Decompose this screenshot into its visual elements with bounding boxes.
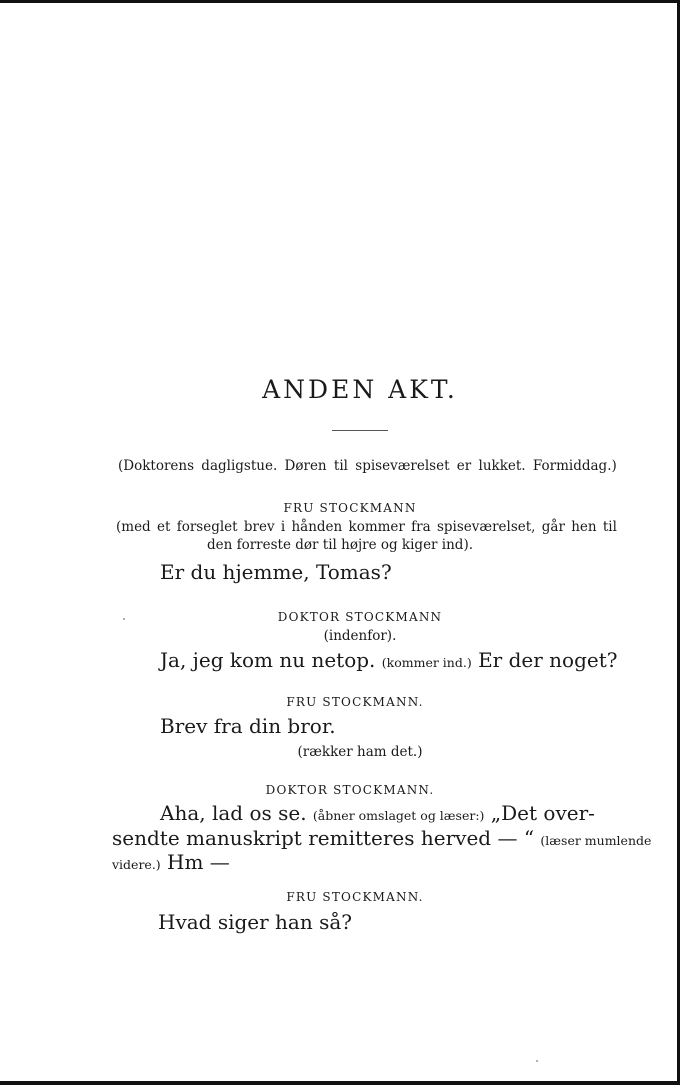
stage-direction: (indenfor). <box>323 628 397 644</box>
speech-text: sendte manuskript remitteres herved — “ <box>112 826 535 850</box>
inline-stage-direction: videre.) <box>112 857 161 872</box>
speech-line: Er du hjemme, Tomas? <box>160 560 392 584</box>
stage-direction: (med et forseglet brev i hånden kommer fra spiseværelset, går hen til <box>116 519 617 535</box>
speech-text: Er der noget? <box>478 648 618 672</box>
speaker-doktor-stockmann: DOKTOR STOCKMANN <box>277 610 443 624</box>
speech-line <box>112 850 230 874</box>
speech-line <box>112 826 651 850</box>
scan-speck <box>123 618 125 620</box>
speech-line <box>160 801 595 825</box>
speech-line <box>160 648 617 672</box>
speech-text: Aha, lad os se. <box>160 801 307 825</box>
opening-stage-direction: (Doktorens dagligstue. Døren til spiseværelset er lukket. Formiddag.) <box>118 458 617 474</box>
scan-speck <box>536 1060 538 1062</box>
speaker-doktor-stockmann: DOKTOR STOCKMANN. <box>265 783 435 797</box>
stage-direction: (rækker ham det.) <box>297 744 423 760</box>
inline-stage-direction: (læser mumlende <box>540 833 652 848</box>
speaker-fru-stockmann: FRU STOCKMANN <box>283 501 417 515</box>
page-top-edge <box>0 0 680 3</box>
title-rule <box>332 430 388 431</box>
speech-line: Brev fra din bror. <box>160 714 336 738</box>
speech-text: „Det over- <box>490 801 595 825</box>
stage-direction: den forreste dør til højre og kiger ind). <box>206 537 474 553</box>
inline-stage-direction: (kommer ind.) <box>381 655 472 670</box>
act-title: ANDEN AKT. <box>262 375 458 404</box>
speaker-fru-stockmann: FRU STOCKMANN. <box>286 890 424 904</box>
speech-line: Hvad siger han så? <box>158 910 352 934</box>
speaker-fru-stockmann: FRU STOCKMANN. <box>286 695 424 709</box>
page-bottom-edge <box>0 1081 680 1085</box>
inline-stage-direction: (åbner omslaget og læser:) <box>312 808 485 823</box>
speech-text: Ja, jeg kom nu netop. <box>160 648 376 672</box>
speech-text: Hm — <box>167 850 230 874</box>
